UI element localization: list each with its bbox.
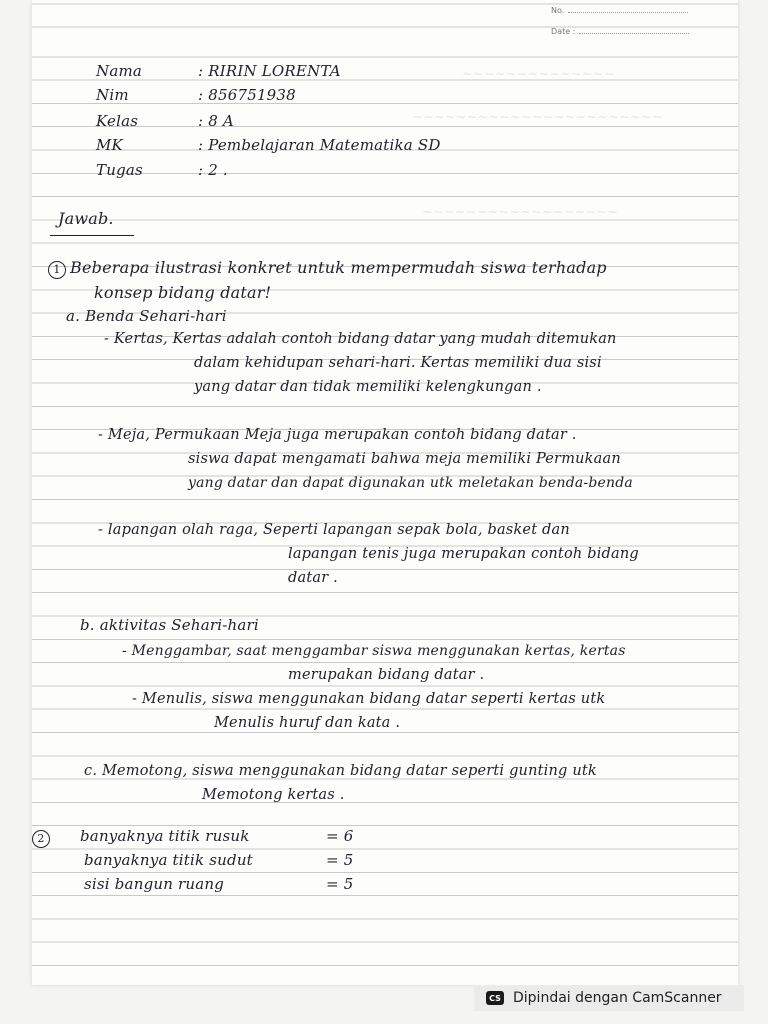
date-field: Date : (551, 27, 689, 36)
memotong-line2: Memotong kertas . (202, 787, 345, 803)
answer-title: Jawab. (58, 209, 114, 228)
scanner-watermark (474, 985, 744, 1011)
q1-number: 1 (48, 261, 66, 279)
kelas-value: : 8 A (198, 112, 234, 130)
watermark-text: Dipindai dengan CamScanner (513, 990, 722, 1006)
q2-number: 2 (32, 830, 50, 848)
answer-underline (50, 235, 134, 236)
q2-row-value: = 5 (326, 875, 354, 893)
bleed-through: ~~~~~~~~~~~~~~ (462, 67, 615, 82)
q1-a-title: a. Benda Sehari-hari (66, 307, 227, 325)
q2-row-value: = 5 (326, 851, 354, 869)
tugas-label: Tugas (96, 161, 143, 179)
kelas-label: Kelas (96, 112, 139, 130)
menggambar-line1: - Menggambar, saat menggambar siswa menggunakan kertas, kertas (122, 643, 626, 659)
menggambar-line2: merupakan bidang datar . (288, 667, 485, 683)
name-label: Nama (96, 62, 143, 80)
meja-line1: - Meja, Permukaan Meja juga merupakan contoh bidang datar . (98, 427, 577, 443)
meja-line2: siswa dapat mengamati bahwa meja memiliki Permukaan (188, 451, 621, 467)
nim-value: : 856751938 (198, 86, 296, 104)
lapangan-line3: datar . (288, 570, 338, 586)
camscanner-logo-icon: CS (486, 991, 504, 1005)
meja-line3: yang datar dan dapat digunakan utk meletakan benda-benda (188, 475, 633, 491)
kertas-line2: dalam kehidupan sehari-hari. Kertas memiliki dua sisi (194, 355, 602, 371)
q2-row-label: banyaknya titik rusuk (80, 827, 250, 845)
bleed-through: ~~~~~~~~~~~~~~~~~~ (422, 205, 619, 220)
q2-row-label: banyaknya titik sudut (84, 851, 253, 869)
kertas-line1: - Kertas, Kertas adalah contoh bidang datar yang mudah ditemukan (104, 331, 617, 347)
lapangan-line1: - lapangan olah raga, Seperti lapangan sepak bola, basket dan (98, 522, 570, 538)
memotong-line1: c. Memotong, siswa menggunakan bidang datar seperti gunting utk (84, 763, 597, 779)
mk-label: MK (96, 136, 123, 154)
q1-heading: 1 Beberapa ilustrasi konkret untuk mempermudah siswa terhadap (48, 258, 607, 279)
no-field: No. (551, 6, 688, 15)
bleed-through: ~~~~~~~~~~~~~~~~~~~~~~~ (412, 110, 663, 125)
q1-b-title: b. aktivitas Sehari-hari (80, 616, 259, 634)
q2-row-label: sisi bangun ruang (84, 875, 225, 893)
lapangan-line2: lapangan tenis juga merupakan contoh bidang (288, 546, 639, 562)
q2-row (32, 828, 54, 848)
nim-label: Nim (96, 86, 129, 104)
mk-value: : Pembelajaran Matematika SD (198, 136, 441, 154)
kertas-line3: yang datar dan tidak memiliki kelengkungan . (194, 379, 542, 395)
menulis-line2: Menulis huruf dan kata . (214, 715, 401, 731)
notebook-page (32, 0, 738, 985)
tugas-value: : 2 . (198, 161, 228, 179)
q1-heading-line2: konsep bidang datar! (94, 283, 272, 302)
name-value: : RIRIN LORENTA (198, 62, 341, 80)
q2-row-value: = 6 (326, 827, 354, 845)
menulis-line1: - Menulis, siswa menggunakan bidang datar seperti kertas utk (132, 691, 606, 707)
